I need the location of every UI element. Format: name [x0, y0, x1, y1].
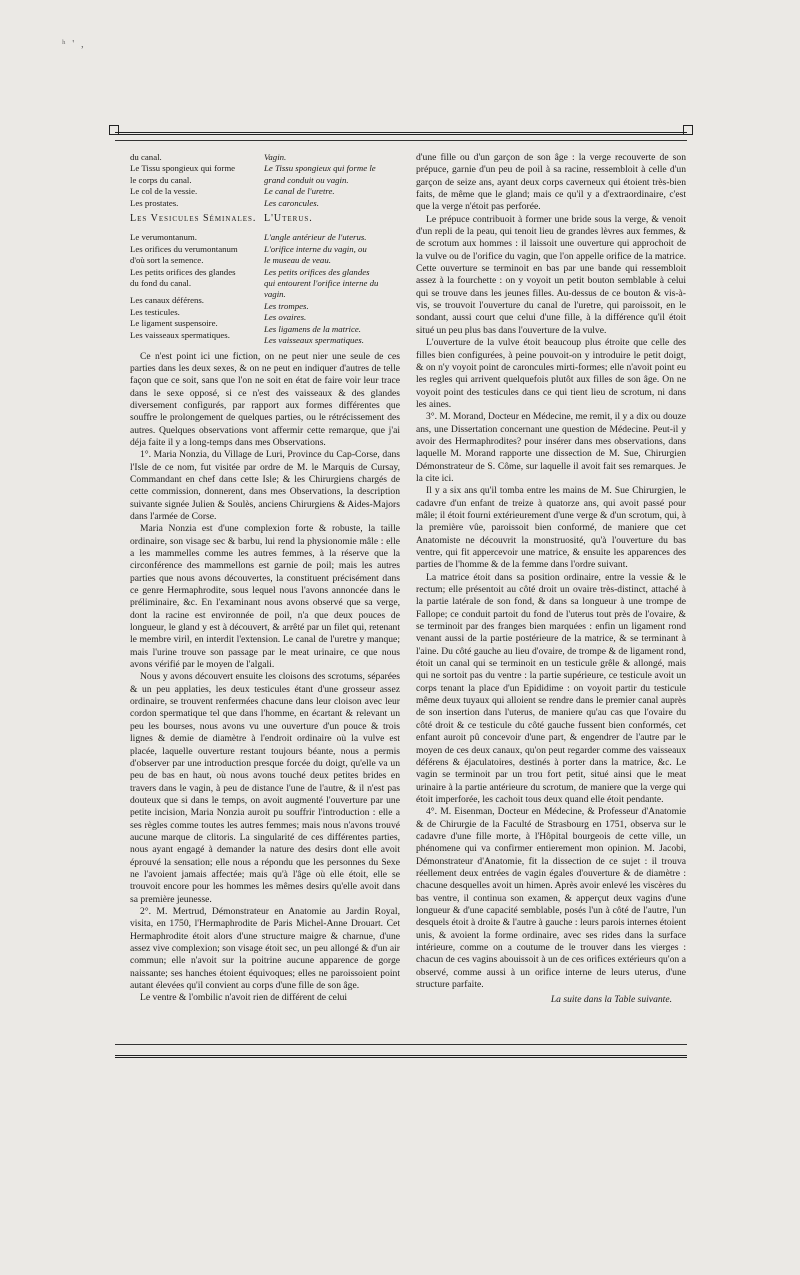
legend-bottom-right — [264, 232, 400, 346]
legend-line: Les orifices du verumontanum — [130, 243, 238, 254]
legend-line: qui entourent l'orifice interne du — [264, 278, 379, 289]
legend-top — [130, 152, 400, 347]
legend-line: Le col de la vessie. — [130, 186, 198, 197]
legend-line: du fond du canal. — [130, 278, 192, 289]
paragraph: L'ouverture de la vulve étoit beaucoup plus étroite que celle des filles bien configurées, à peine pouvoit-on y introduire le petit doigt, & on n'y voyoit point de caroncules mirti-formes; elle n'avoit point eu les regles qui arrivent quelquefois plutôt aux filles de son âge. On ne voyoit point des testicules dans ce qui tient lieu de scrotum, ni dans les aines. — [416, 337, 686, 410]
paragraph: 2°. M. Mertrud, Démonstrateur en Anatomie au Jardin Royal, visita, en 1750, l'Hermaphrodite de Paris Michel-Anne Drouart. Cet Hermaphrodite étoit alors d'une structure maigre & charnue, d'une assez vive complexion; son visage étoit sec, un peu allongé & d'un air commun; elle n'avoit sur la poitrine aucune apparence de gorge naissante; ses hanches étoient équivoques; elles ne paroissoient point autant élevées qu'il convient au corps d'une fille de son âge. — [130, 905, 400, 992]
paragraph: d'une fille ou d'un garçon de son âge : la verge recouverte de son prépuce, garnie d'un peu de poil à sa racine, ressembloit à celle d'un garçon de seize ans, ayant deux corps caverneux qui étoient très-bien faits, de même que le gland; mais ce qu'il y a d'extraordinaire, c'est que la verge n'étoit pas perforée. — [416, 152, 686, 213]
paragraph: Le ventre & l'ombilic n'avoit rien de différent de celui — [140, 992, 348, 1004]
paragraph: Il y a six ans qu'il tomba entre les mains de M. Sue Chirurgien, le cadavre d'un enfant de treize à quatorze ans, qui avoit passé pour mâle; il étoit fourni extérieurement d'une verge & d'un scrotum, qui, à la première vûe, paroissoit bien conformé, de maniere que cet Anatomiste ne découvrit la monstruosité, qu'à l'ouverture du bas ventre, qui fit appercevoir une matrice, & ensuite les apparences des parties de l'homme & de la femme dans l'ordre suivant. — [416, 485, 686, 571]
legend-top-left — [130, 152, 264, 209]
paragraph: Maria Nonzia est d'une complexion forte & robuste, la taille ordinaire, son visage sec & barbu, lui rend la physionomie mâle : elle a les mammelles comme les autres femmes, à la réserve que la circonférence des mammellons est garnie de poil; mais les autres parties que nous avons découvertes, la constituent précisément dans ce genre Hermaphrodite, sous lequel nous l'avons annoncée dans le préliminaire, &c. En l'examinant nous avons observé que sa verge, dont la racine est environnée de poil, n'a que deux pouces de longueur, le gland y est à découvert, & arrêté par un filet qui, retenant le membre viril, en interdit l'extension. Le canal de l'uretre y manque; mais l'urine trouve son passage par le meat urinaire, ce que nous avons vérifié par le moyen de l'algali. — [130, 523, 400, 671]
legend-line: le museau de veau. — [264, 255, 331, 266]
corner-mark: ʰ ' , — [62, 38, 86, 50]
section-heading-vesicules: Les Vesicules Séminales. — [130, 213, 257, 225]
legend-line: Le Tissu spongieux qui forme — [130, 163, 236, 174]
left-column — [130, 152, 400, 1005]
legend-line: d'où sort la semence. — [130, 255, 204, 266]
legend-line: Le ligament suspensoire. — [130, 318, 218, 329]
paragraph: 1°. Maria Nonzia, du Village de Luri, Province du Cap-Corse, dans l'Isle de ce nom, fut visitée par ordre de M. le Marquis de Cursay, Commandant en chef dans cette Isle; & les Chirurgiens chargés de cette commission, donnerent, dans mes Observations, la description suivante signée Julien & Soulès, anciens Chirurgiens & Aides-Majors dans l'armée de Corse. — [130, 449, 400, 522]
legend-line: Le Tissu spongieux qui forme le — [264, 163, 376, 174]
right-column — [416, 152, 686, 1007]
paragraph: 3°. M. Morand, Docteur en Médecine, me remit, il y a dix ou douze ans, une Dissertation concernant une question de Médecine. Peut-il y avoir des Hermaphrodites? pour insérer dans mes observations, dans laquelle M. Morand rapporte une dissection de M. Sue, Chirurgien Démonstrateur de S. Côme, sur laquelle il avoit fait ses remarques. Je la cite ici. — [416, 411, 686, 484]
legend-line: grand conduit ou vagin. — [264, 174, 349, 185]
legend-section-right-wrap — [264, 209, 400, 232]
legend-line: du canal. — [130, 152, 162, 162]
legend-line: Les ligamens de la matrice. — [264, 323, 361, 334]
bottom-rule — [115, 1044, 687, 1045]
legend-line: L'orifice interne du vagin, ou — [264, 243, 367, 254]
legend-line: Vagin. — [264, 152, 287, 162]
legend-line: vagin. — [264, 289, 286, 300]
legend-section-left-wrap — [130, 209, 264, 232]
paragraph: Nous y avons découvert ensuite les cloisons des scrotums, séparées & un peu applaties, les deux testicules étant d'une grosseur assez ordinaire, se trouvent renfermées chacune dans leur cloison avec leur cordon spermatique tel que dans l'homme, en écartant & relevant un peu les bourses, nous avons vu une ouverture d'un pouce & trois lignes & demie de diamètre à l'endroit ordinaire où la vulve est placée, laquelle ouverture restant toujours béante, nous a permis d'observer par une introduction presque forcée du doigt, qu'elle va un peu de bas en haut, où nous avons touché deux petites brides en travers dans le vagin, à peu de distance l'une de l'autre, & il n'est pas douteux que si dans le temps, on avoit augmenté l'ouverture par une petite incision, Maria Nonzia auroit pu souffrir l'introduction : elle a ses règles comme toutes les autres femmes; mais nous n'avons trouvé aucune marque de clitoris. La singularité de ces différentes parties, nous ayant engagé à demander la nature des desirs dont elle avoit éprouvé la sensation; elle nous a répondu que les personnes du Sexe ne l'avoient jamais affectée; mais qu'à l'âge où elle étoit, elle se trouvoit encore pour les hommes les mêmes desirs qu'elle avoit dans sa première jeunesse. — [130, 671, 400, 905]
legend-line: Les ovaires. — [264, 312, 307, 323]
legend-line: Le verumontanum. — [130, 232, 197, 243]
legend-bottom-left — [130, 232, 264, 346]
paragraph: Ce n'est point ici une fiction, on ne peut nier une seule de ces parties dans les deux sexes, & on ne peut en indiquer d'autres de telle façon que ce soit, sans que l'on ne soit en état de faire voir leur trace dans le sexe opposé, si ce n'est des vaisseaux & des glandes diversement configurés, par rapport aux formes différentes que souffre le prolongement de quelques parties, ou le rétrécissement des autres. Quelques observations vont affermir cette remarque, que j'ai déja faite il y a long-temps dans mes Observations. — [130, 350, 400, 448]
legend-line: Les canaux déférens. — [130, 295, 205, 306]
section-heading-uterus: L'Uterus. — [264, 213, 313, 225]
legend-top-right — [264, 152, 400, 209]
paragraph: Le prépuce contribuoit à former une bride sous la verge, & venoit d'un repli de la peau, qui tenoit lieu de grandes lèvres aux femmes, & de scrotum aux hommes : il laissoit une ouverture qui approchoit de la vulve ou de l'orifice du vagin, que l'on appelle orifice de la matrice. Cette ouverture se terminoit en bas par une bande qui ressembloit assez à la fourchette : on y voyoit un petit bouton semblable à celui qui se trouve dans les jeunes filles. Au-dessus de ce bouton & vis-à-vis, se trouvoit l'ouverture du canal de l'uretre, qui paroissoit, en le sondant, aussi court que celui d'une fille, à la différence qu'il étoit situé un peu plus bas dans l'ouverture de la vulve. — [416, 213, 686, 336]
legend-line: L'angle antérieur de l'uterus. — [264, 232, 367, 243]
legend-line: Les vaisseaux spermatiques. — [264, 335, 364, 346]
legend-line: Les caroncules. — [264, 197, 319, 208]
legend-line: Le canal de l'uretre. — [264, 186, 335, 197]
legend-line: le corps du canal. — [130, 174, 192, 185]
paragraph: La matrice étoit dans sa position ordinaire, entre la vessie & le rectum; elle présentoit au côté droit un ovaire très-distinct, attaché à la partie latérale de son fond, & dans sa longueur à une trompe de Fallope; ce conduit partoit du fond de l'uterus tout près de l'ovaire, & se terminoit par des franges bien marquées : enfin un ligament rond venant aussi de la partie postérieure de la matrice, & se terminant à l'aine. Du côté gauche au lieu d'ovaire, de trompe & de ligament rond, étoit un canal qui se terminoit en un testicule grêle & allongé, mais qui ne sortoit pas du ventre : la partie supérieure, ce testicule avoit un corps tenant la place d'un Epididime : on voyoit partir du testicule même deux tuyaux qui alloient se rendre dans le premier canal auprès de son insertion dans l'uterus, de maniere qu'au cas que l'ovaire du côté droit & ce testicule du côté gauche fussent bien conformés, cet enfant auroit pû concevoir d'une part, & engendrer de l'autre par le moyen de ces deux canaux, qu'on peut regarder comme des vaisseaux déférens & éjaculatoires, destinés à porter dans la matrice, &c. Le vagin se terminoit par un trou fort petit, situé ainsi que le meat urinaire à la partie antérieure du scrotum, de maniere que la verge qui étoit imperforée, les cachoit tous deux quand elle étoit pendante. — [416, 571, 686, 805]
legend-line: Les petits orifices des glandes — [264, 266, 370, 277]
legend-line: Les vaisseaux spermatiques. — [130, 329, 230, 340]
legend-line: Les trompes. — [264, 300, 309, 311]
legend-line: Les testicules. — [130, 306, 180, 317]
legend-line: Les prostates. — [130, 197, 179, 208]
continuation-note: La suite dans la Table suivante. — [550, 994, 672, 1006]
legend-line: Les petits orifices des glandes — [130, 266, 236, 277]
top-rule — [115, 140, 687, 141]
paragraph: 4°. M. Eisenman, Docteur en Médecine, & Professeur d'Anatomie & de Chirurgie de la Faculté de Strasbourg en 1751, observa sur le cadavre d'une fille morte, à l'Hôpital bourgeois de cette ville, un phénomene qui va confirmer entierement mon opinion. M. Jacobi, Démonstrateur d'Anatomie, fit la dissection de ce sujet : il trouva réellement deux entrées de vagin égales d'ouverture & de diamètre : chacune desquelles avoit un himen. Après avoir enlevé les viscères du bas ventre, il continua son examen, & apperçut deux vagins d'une longueur & d'une capacité semblable, posés l'un à côté de l'autre, l'un desquels étoit à droite & l'autre à gauche : leurs parois internes étoient unis, & avoient la forme ordinaire, avec ses rides dans la surface intérieure, comme on a coutume de le trouver dans les vierges : chacun de ces vagins abouissoit à un de ces orifices extérieurs qu'on a observé, comme aussi à un orifice interne de leurs uterus, d'une structure parfaite. — [416, 806, 686, 991]
